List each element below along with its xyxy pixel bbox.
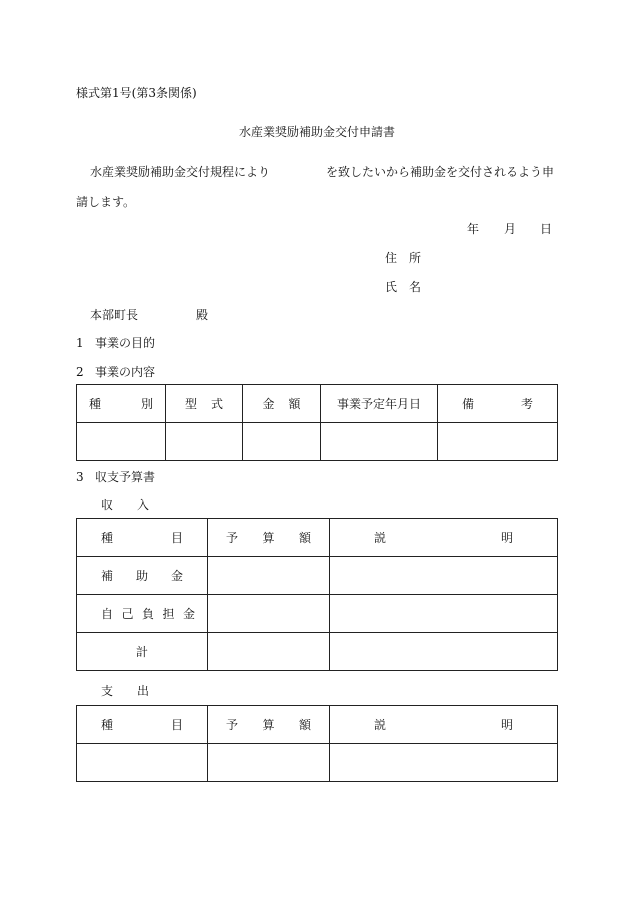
address-label-1: 住 — [385, 251, 398, 265]
expense-header-budget-char3: 額 — [298, 717, 311, 732]
income-header-item-char1: 種 — [101, 530, 114, 545]
table-row — [77, 744, 558, 782]
expense-label-2: 出 — [137, 684, 150, 698]
cell-amount[interactable] — [243, 423, 321, 461]
expense-header-description-char2: 明 — [500, 717, 513, 732]
table-row — [77, 557, 558, 595]
date-year-label: 年 — [467, 222, 480, 236]
expense-header-description-char1: 説 — [374, 717, 387, 732]
income-row-total-description[interactable] — [330, 633, 558, 671]
income-header-item-char2: 目 — [170, 530, 183, 545]
income-row-subsidy-budget[interactable] — [208, 557, 330, 595]
header-model-char1: 型 — [184, 396, 197, 411]
income-header-budget — [208, 519, 330, 557]
income-header-budget-char3: 額 — [298, 530, 311, 545]
intro-line1-part1: 水産業奨励補助金交付規程により — [90, 165, 271, 179]
table-header-row — [77, 706, 558, 744]
income-row-total-label — [77, 633, 208, 671]
header-type — [77, 385, 166, 423]
header-schedule-text: 事業予定年月日 — [336, 396, 421, 411]
income-row-self-burden-label — [77, 595, 208, 633]
header-amount-char2: 額 — [288, 396, 301, 411]
addressee-honorific: 殿 — [196, 308, 209, 322]
cell-remarks[interactable] — [438, 423, 558, 461]
header-type-char2: 別 — [140, 396, 153, 411]
table-row — [77, 633, 558, 671]
table-row — [77, 595, 558, 633]
income-header-budget-char1: 予 — [226, 530, 239, 545]
header-remarks-char2: 考 — [520, 396, 533, 411]
subsidy-char3: 金 — [170, 568, 183, 583]
expense-header-budget — [208, 706, 330, 744]
project-content-table — [76, 384, 558, 461]
income-row-total-budget[interactable] — [208, 633, 330, 671]
section3-label: 収支予算書 — [95, 470, 156, 484]
self-burden-char2: 己 — [121, 606, 134, 621]
self-burden-char3: 負 — [141, 606, 154, 621]
income-header-description — [330, 519, 558, 557]
document-title: 水産業奨励補助金交付申請書 — [239, 125, 396, 139]
self-burden-char1: 自 — [101, 606, 114, 621]
name-label-2: 名 — [409, 280, 422, 294]
income-table — [76, 518, 558, 671]
header-amount — [243, 385, 321, 423]
section2-number: 2 — [76, 365, 84, 379]
subsidy-char2: 助 — [135, 568, 148, 583]
date-day-label: 日 — [540, 222, 553, 236]
header-model-char2: 式 — [211, 396, 224, 411]
header-type-char1: 種 — [89, 396, 102, 411]
header-model — [166, 385, 243, 423]
income-label-1: 収 — [101, 498, 114, 512]
expense-header-budget-char2: 算 — [262, 717, 275, 732]
section2-label: 事業の内容 — [95, 365, 156, 379]
expense-header-item-char2: 目 — [170, 717, 183, 732]
expense-row-budget[interactable] — [208, 744, 330, 782]
expense-header-item — [77, 706, 208, 744]
expense-table — [76, 705, 558, 782]
section3-number: 3 — [76, 470, 84, 484]
income-row-self-burden-description[interactable] — [330, 595, 558, 633]
header-schedule — [321, 385, 438, 423]
income-row-self-burden-budget[interactable] — [208, 595, 330, 633]
income-header-item — [77, 519, 208, 557]
cell-schedule[interactable] — [321, 423, 438, 461]
expense-header-item-char1: 種 — [101, 717, 114, 732]
income-header-description-char1: 説 — [374, 530, 387, 545]
intro-line2: 請します。 — [76, 195, 136, 209]
income-header-description-char2: 明 — [500, 530, 513, 545]
cell-model[interactable] — [166, 423, 243, 461]
total-char: 計 — [135, 644, 148, 659]
income-label-2: 入 — [137, 498, 150, 512]
expense-row-item[interactable] — [77, 744, 208, 782]
table-header-row — [77, 385, 558, 423]
cell-type[interactable] — [77, 423, 166, 461]
table-header-row — [77, 519, 558, 557]
name-label-1: 氏 — [385, 280, 398, 294]
income-row-subsidy-description[interactable] — [330, 557, 558, 595]
expense-header-description — [330, 706, 558, 744]
address-label-2: 所 — [409, 251, 422, 265]
form-number: 様式第1号(第3条関係) — [76, 86, 197, 100]
income-header-budget-char2: 算 — [262, 530, 275, 545]
subsidy-char1: 補 — [101, 568, 114, 583]
section1-number: 1 — [76, 336, 84, 350]
table-row[interactable] — [77, 423, 558, 461]
self-burden-char4: 担 — [162, 606, 175, 621]
date-month-label: 月 — [504, 222, 517, 236]
addressee-office: 本部町長 — [90, 308, 139, 322]
expense-row-description[interactable] — [330, 744, 558, 782]
income-row-subsidy-label — [77, 557, 208, 595]
intro-line1-part2: を致したいから補助金を交付されるよう申 — [326, 165, 555, 179]
expense-label-1: 支 — [101, 684, 114, 698]
section1-label: 事業の目的 — [95, 336, 156, 350]
header-amount-char1: 金 — [262, 396, 275, 411]
header-remarks-char1: 備 — [462, 396, 475, 411]
expense-header-budget-char1: 予 — [226, 717, 239, 732]
self-burden-char5: 金 — [182, 606, 195, 621]
header-remarks — [438, 385, 558, 423]
